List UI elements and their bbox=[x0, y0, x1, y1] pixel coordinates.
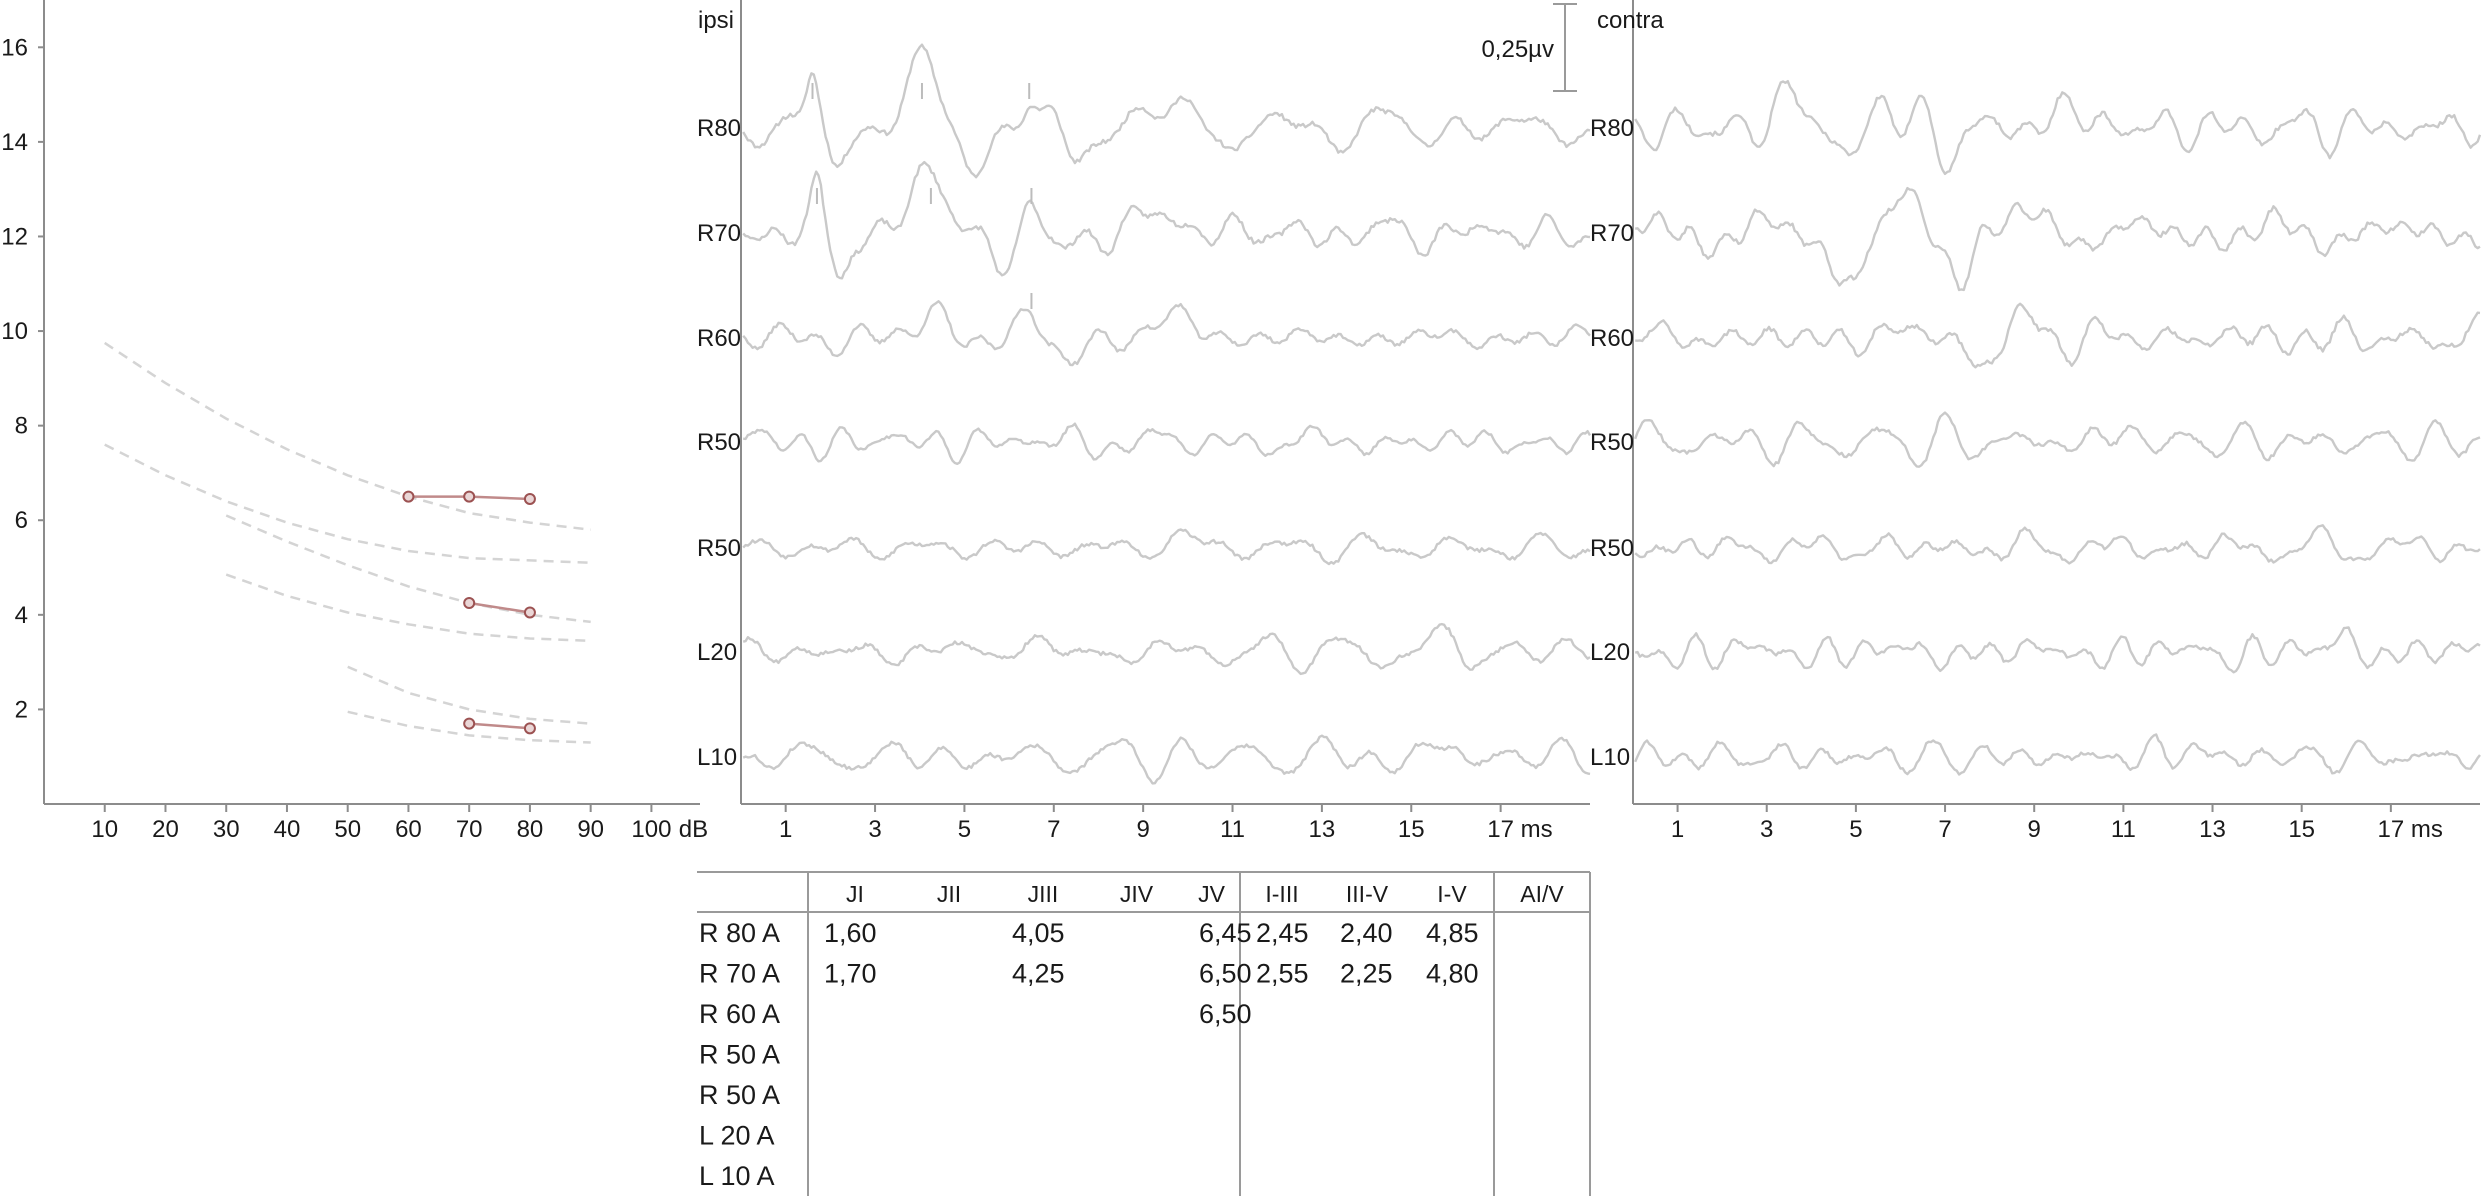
trace-label: L20 bbox=[697, 639, 738, 666]
table-cell: 2,40 bbox=[1340, 918, 1393, 948]
contra-waveform-panel bbox=[1590, 0, 2480, 843]
x-tick-label: 50 bbox=[334, 816, 362, 843]
latency-point bbox=[464, 719, 474, 729]
y-tick-label: 10 bbox=[1, 318, 28, 346]
norm-curve bbox=[348, 667, 591, 724]
row-label: R 80 A bbox=[699, 918, 781, 948]
trace-line bbox=[743, 530, 1590, 565]
x-tick-label: 5 bbox=[1849, 816, 1863, 843]
row-label: R 50 A bbox=[699, 1039, 781, 1070]
x-tick-label: 1 bbox=[1670, 816, 1685, 843]
column-header: JV bbox=[1198, 881, 1225, 907]
x-tick-label: 7 bbox=[1938, 816, 1952, 843]
x-tick-label: 11 bbox=[1220, 816, 1245, 843]
trace-line bbox=[743, 162, 1590, 278]
panel-title: contra bbox=[1597, 7, 1664, 34]
x-tick-label: 3 bbox=[868, 816, 882, 843]
trace-line bbox=[1635, 525, 2480, 563]
trace-label: R70 bbox=[697, 220, 742, 247]
table-cell: 2,55 bbox=[1256, 958, 1309, 989]
x-tick-label: 17 bbox=[2377, 816, 2405, 843]
table-cell: 4,25 bbox=[1012, 958, 1065, 989]
trace-label: R60 bbox=[697, 325, 742, 352]
row-label: R 50 A bbox=[699, 1080, 781, 1110]
x-tick-label: 90 bbox=[577, 816, 605, 843]
y-tick-label: 16 bbox=[1, 34, 28, 62]
trace-line bbox=[743, 736, 1590, 784]
panel-title: ipsi bbox=[698, 7, 735, 34]
column-header: JII bbox=[936, 881, 962, 907]
x-tick-label: 9 bbox=[2027, 816, 2041, 843]
table-cell: 2,45 bbox=[1256, 918, 1309, 948]
trace-label: R70 bbox=[1590, 220, 1635, 247]
x-tick-label: 10 bbox=[91, 816, 119, 843]
x-tick-label: 40 bbox=[273, 816, 301, 843]
x-tick-label: 15 bbox=[1397, 816, 1425, 843]
trace-label: R50 bbox=[1590, 429, 1635, 456]
trace-label: L20 bbox=[1590, 639, 1631, 666]
latency-point bbox=[525, 607, 535, 617]
scale-bar-label: 0,25µv bbox=[1481, 36, 1554, 63]
x-unit-label: ms bbox=[1520, 816, 1553, 843]
x-unit-label: ms bbox=[2410, 816, 2443, 843]
norm-curve bbox=[226, 575, 591, 641]
table-cell: 6,50 bbox=[1199, 958, 1252, 989]
x-tick-label: 80 bbox=[516, 816, 544, 843]
column-header: AI/V bbox=[1520, 881, 1564, 907]
table-cell: 4,05 bbox=[1012, 918, 1065, 948]
x-tick-label: 15 bbox=[2288, 816, 2316, 843]
trace-line bbox=[743, 624, 1590, 674]
x-tick-label: 11 bbox=[2110, 816, 2136, 843]
x-tick-label: 5 bbox=[957, 816, 972, 843]
latency-point bbox=[525, 494, 535, 504]
x-tick-label: 17 bbox=[1487, 816, 1514, 843]
x-tick-label: 1 bbox=[779, 816, 793, 843]
table-cell: 4,85 bbox=[1426, 918, 1479, 948]
x-tick-label: 9 bbox=[1136, 816, 1150, 843]
column-header: JIV bbox=[1119, 881, 1154, 907]
x-tick-label: 30 bbox=[212, 816, 240, 843]
y-tick-label: 8 bbox=[14, 412, 28, 440]
table-cell: 6,50 bbox=[1199, 999, 1252, 1029]
trace-line bbox=[743, 45, 1590, 178]
latency-table bbox=[697, 872, 1590, 1196]
latency-series-line bbox=[469, 724, 530, 729]
y-tick-label: 2 bbox=[14, 696, 28, 724]
trace-label: R80 bbox=[697, 115, 742, 142]
latency-point bbox=[464, 492, 474, 502]
trace-line bbox=[743, 301, 1590, 365]
x-tick-label: 20 bbox=[152, 816, 179, 843]
latency-point bbox=[464, 598, 474, 608]
table-cell: 6,45 bbox=[1199, 918, 1252, 948]
table-cell: 4,80 bbox=[1426, 958, 1479, 989]
y-tick-label: 12 bbox=[1, 223, 28, 251]
trace-label: R50 bbox=[1590, 535, 1635, 562]
trace-line bbox=[1635, 627, 2480, 672]
x-tick-label: 13 bbox=[1308, 816, 1336, 843]
latency-point bbox=[403, 492, 413, 502]
x-tick-label: 100 bbox=[631, 816, 672, 843]
row-label: R 70 A bbox=[699, 958, 781, 989]
column-header: JIII bbox=[1027, 881, 1059, 907]
column-header: I-III bbox=[1265, 881, 1299, 907]
y-tick-label: 14 bbox=[1, 128, 28, 156]
trace-line bbox=[1635, 413, 2480, 467]
trace-label: R50 bbox=[697, 535, 742, 562]
trace-line bbox=[1635, 188, 2480, 290]
x-tick-label: 60 bbox=[395, 816, 422, 843]
y-tick-label: 4 bbox=[14, 601, 28, 629]
trace-line bbox=[743, 424, 1590, 464]
column-header: III-V bbox=[1345, 881, 1389, 907]
trace-label: L10 bbox=[697, 744, 738, 771]
y-tick-label: 6 bbox=[14, 507, 28, 535]
latency-series-line bbox=[469, 603, 530, 613]
latency-intensity-chart bbox=[1, 0, 708, 843]
trace-line bbox=[1635, 81, 2480, 174]
column-header: I-V bbox=[1437, 881, 1467, 907]
trace-label: R80 bbox=[1590, 115, 1635, 142]
row-label: L 10 A bbox=[699, 1161, 775, 1191]
trace-label: R50 bbox=[697, 429, 742, 456]
x-unit-label: dB bbox=[678, 816, 709, 843]
ipsi-waveform-panel bbox=[697, 0, 1590, 843]
trace-line bbox=[1635, 304, 2480, 368]
table-cell: 1,60 bbox=[824, 918, 877, 948]
trace-label: R60 bbox=[1590, 325, 1635, 352]
x-tick-label: 13 bbox=[2199, 816, 2226, 843]
table-cell: 1,70 bbox=[824, 958, 877, 989]
norm-curve bbox=[105, 343, 591, 530]
table-cell: 2,25 bbox=[1340, 958, 1393, 989]
row-label: R 60 A bbox=[699, 999, 781, 1029]
x-tick-label: 7 bbox=[1047, 816, 1061, 843]
latency-point bbox=[525, 723, 535, 733]
row-label: L 20 A bbox=[699, 1120, 775, 1151]
trace-label: L10 bbox=[1590, 744, 1631, 771]
x-tick-label: 70 bbox=[455, 816, 483, 843]
trace-line bbox=[1635, 735, 2480, 775]
norm-curve bbox=[105, 445, 591, 563]
column-header: JI bbox=[846, 881, 864, 907]
norm-curve bbox=[226, 516, 591, 622]
x-tick-label: 3 bbox=[1760, 816, 1774, 843]
